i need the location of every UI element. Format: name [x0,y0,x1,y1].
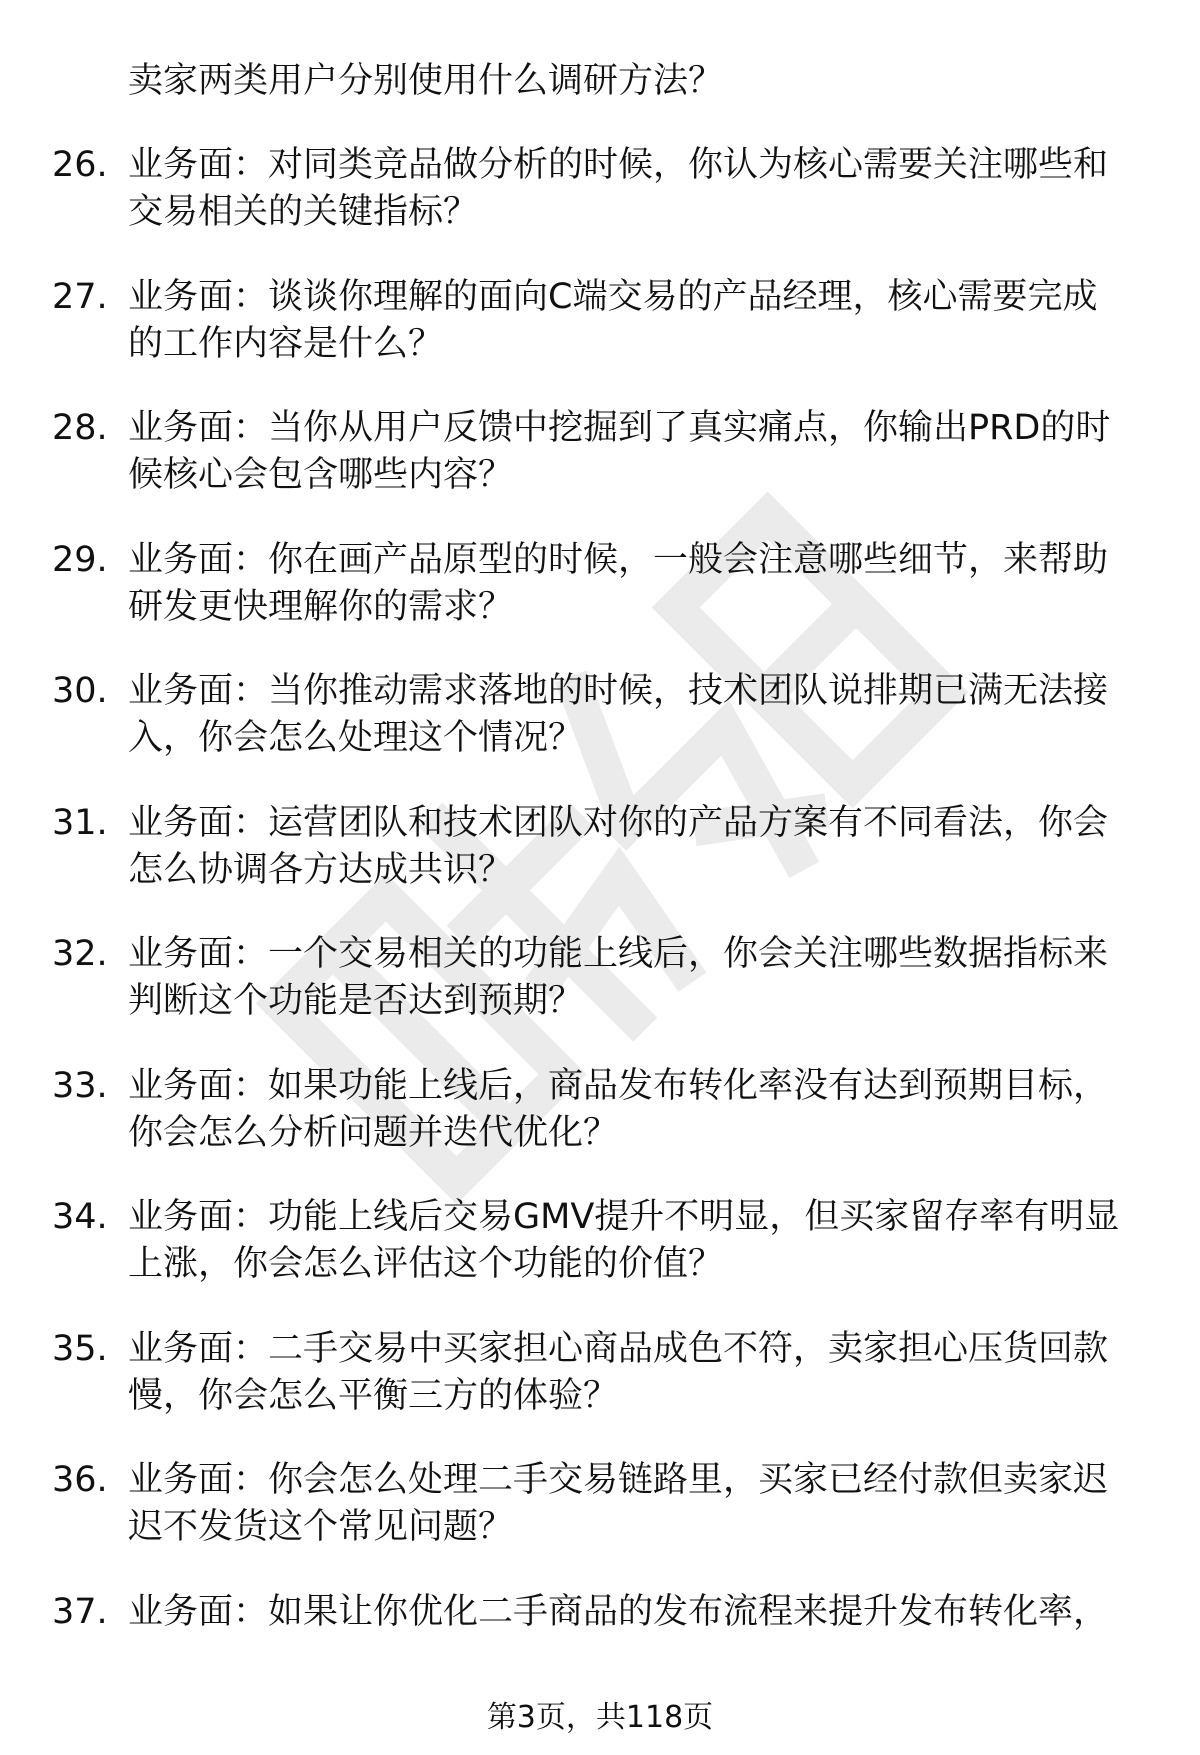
question-text-line: 交易相关的关键指标？ [128,192,479,232]
question-item [0,1194,1200,1326]
question-text [128,931,1168,1025]
question-text-line: 上涨，你会怎么评估这个功能的价值？ [128,1244,724,1284]
question-number: 29. [52,539,108,580]
question-list [0,142,1200,1720]
question-item [0,1326,1200,1458]
question-text [128,1194,1168,1288]
question-text-line: 业务面：二手交易中买家担心商品成色不符，卖家担心压货回款 [128,1328,1109,1369]
question-text-line: 业务面：如果功能上线后，商品发布转化率没有达到预期目标， [128,1065,1109,1106]
question-text [128,668,1168,762]
question-text-line: 业务面：当你从用户反馈中挖掘到了真实痛点，你输出PRD的时 [128,408,1111,448]
question-item [0,537,1200,669]
question-text-line: 慢，你会怎么平衡三方的体验？ [128,1375,619,1416]
question-item [0,142,1200,274]
question-number: 32. [52,934,108,974]
question-text-line: 业务面：如果让你优化二手商品的发布流程来提升发布转化率， [128,1591,1109,1632]
question-text-line: 判断这个功能是否达到预期？ [128,981,584,1021]
question-item [0,1063,1200,1195]
question-item [0,800,1200,932]
question-text-line: 业务面：当你推动需求落地的时候，技术团队说排期已满无法接 [128,671,1109,711]
question-text-line: 你会怎么分析问题并迭代优化？ [128,1112,619,1153]
question-number: 35. [52,1328,108,1369]
question-number: 27. [52,276,108,317]
question-text [128,142,1168,236]
question-text-line: 的工作内容是什么？ [128,323,444,364]
question-text-line: 迟不发货这个常见问题？ [128,1507,514,1547]
question-number: 33. [52,1065,108,1106]
question-number: 31. [52,802,108,843]
question-number: 34. [52,1197,108,1237]
page-footer: 第3页，共118页 [486,1700,714,1735]
question-text-line: 业务面：功能上线后交易GMV提升不明显，但买家留存率有明显 [128,1197,1120,1237]
question-text [128,800,1168,894]
question-text-line: 业务面：谈谈你理解的面向C端交易的产品经理，核心需要完成 [128,276,1098,317]
question-text [128,1326,1168,1420]
question-text-line: 研发更快理解你的需求？ [128,586,514,627]
question-text-line: 候核心会包含哪些内容？ [128,455,514,495]
question-item [0,1457,1200,1589]
question-text-line: 入，你会怎么处理这个情况？ [128,718,584,758]
question-item [0,668,1200,800]
question-text-line: 业务面：一个交易相关的功能上线后，你会关注哪些数据指标来 [128,934,1109,974]
question-text [128,274,1168,368]
question-number: 28. [52,408,108,448]
question-number: 37. [52,1591,108,1632]
question-text-line: 业务面：你会怎么处理二手交易链路里，买家已经付款但卖家迟 [128,1460,1109,1500]
question-number: 26. [52,145,108,185]
question-number: 30. [52,671,108,711]
question-text-line: 业务面：运营团队和技术团队对你的产品方案有不同看法，你会 [128,802,1109,843]
continuation-line: 卖家两类用户分别使用什么调研方法？ [128,61,724,101]
question-text-line: 怎么协调各方达成共识？ [128,849,514,890]
question-text [128,1589,1168,1636]
question-text [128,1457,1168,1551]
question-text [128,537,1168,631]
question-text [128,1063,1168,1157]
question-item [0,405,1200,537]
question-text-line: 业务面：你在画产品原型的时候，一般会注意哪些细节，来帮助 [128,539,1109,580]
question-number: 36. [52,1460,108,1500]
question-item [0,931,1200,1063]
question-text [128,405,1168,499]
question-text-line: 业务面：对同类竞品做分析的时候，你认为核心需要关注哪些和 [128,145,1109,185]
question-item [0,274,1200,406]
